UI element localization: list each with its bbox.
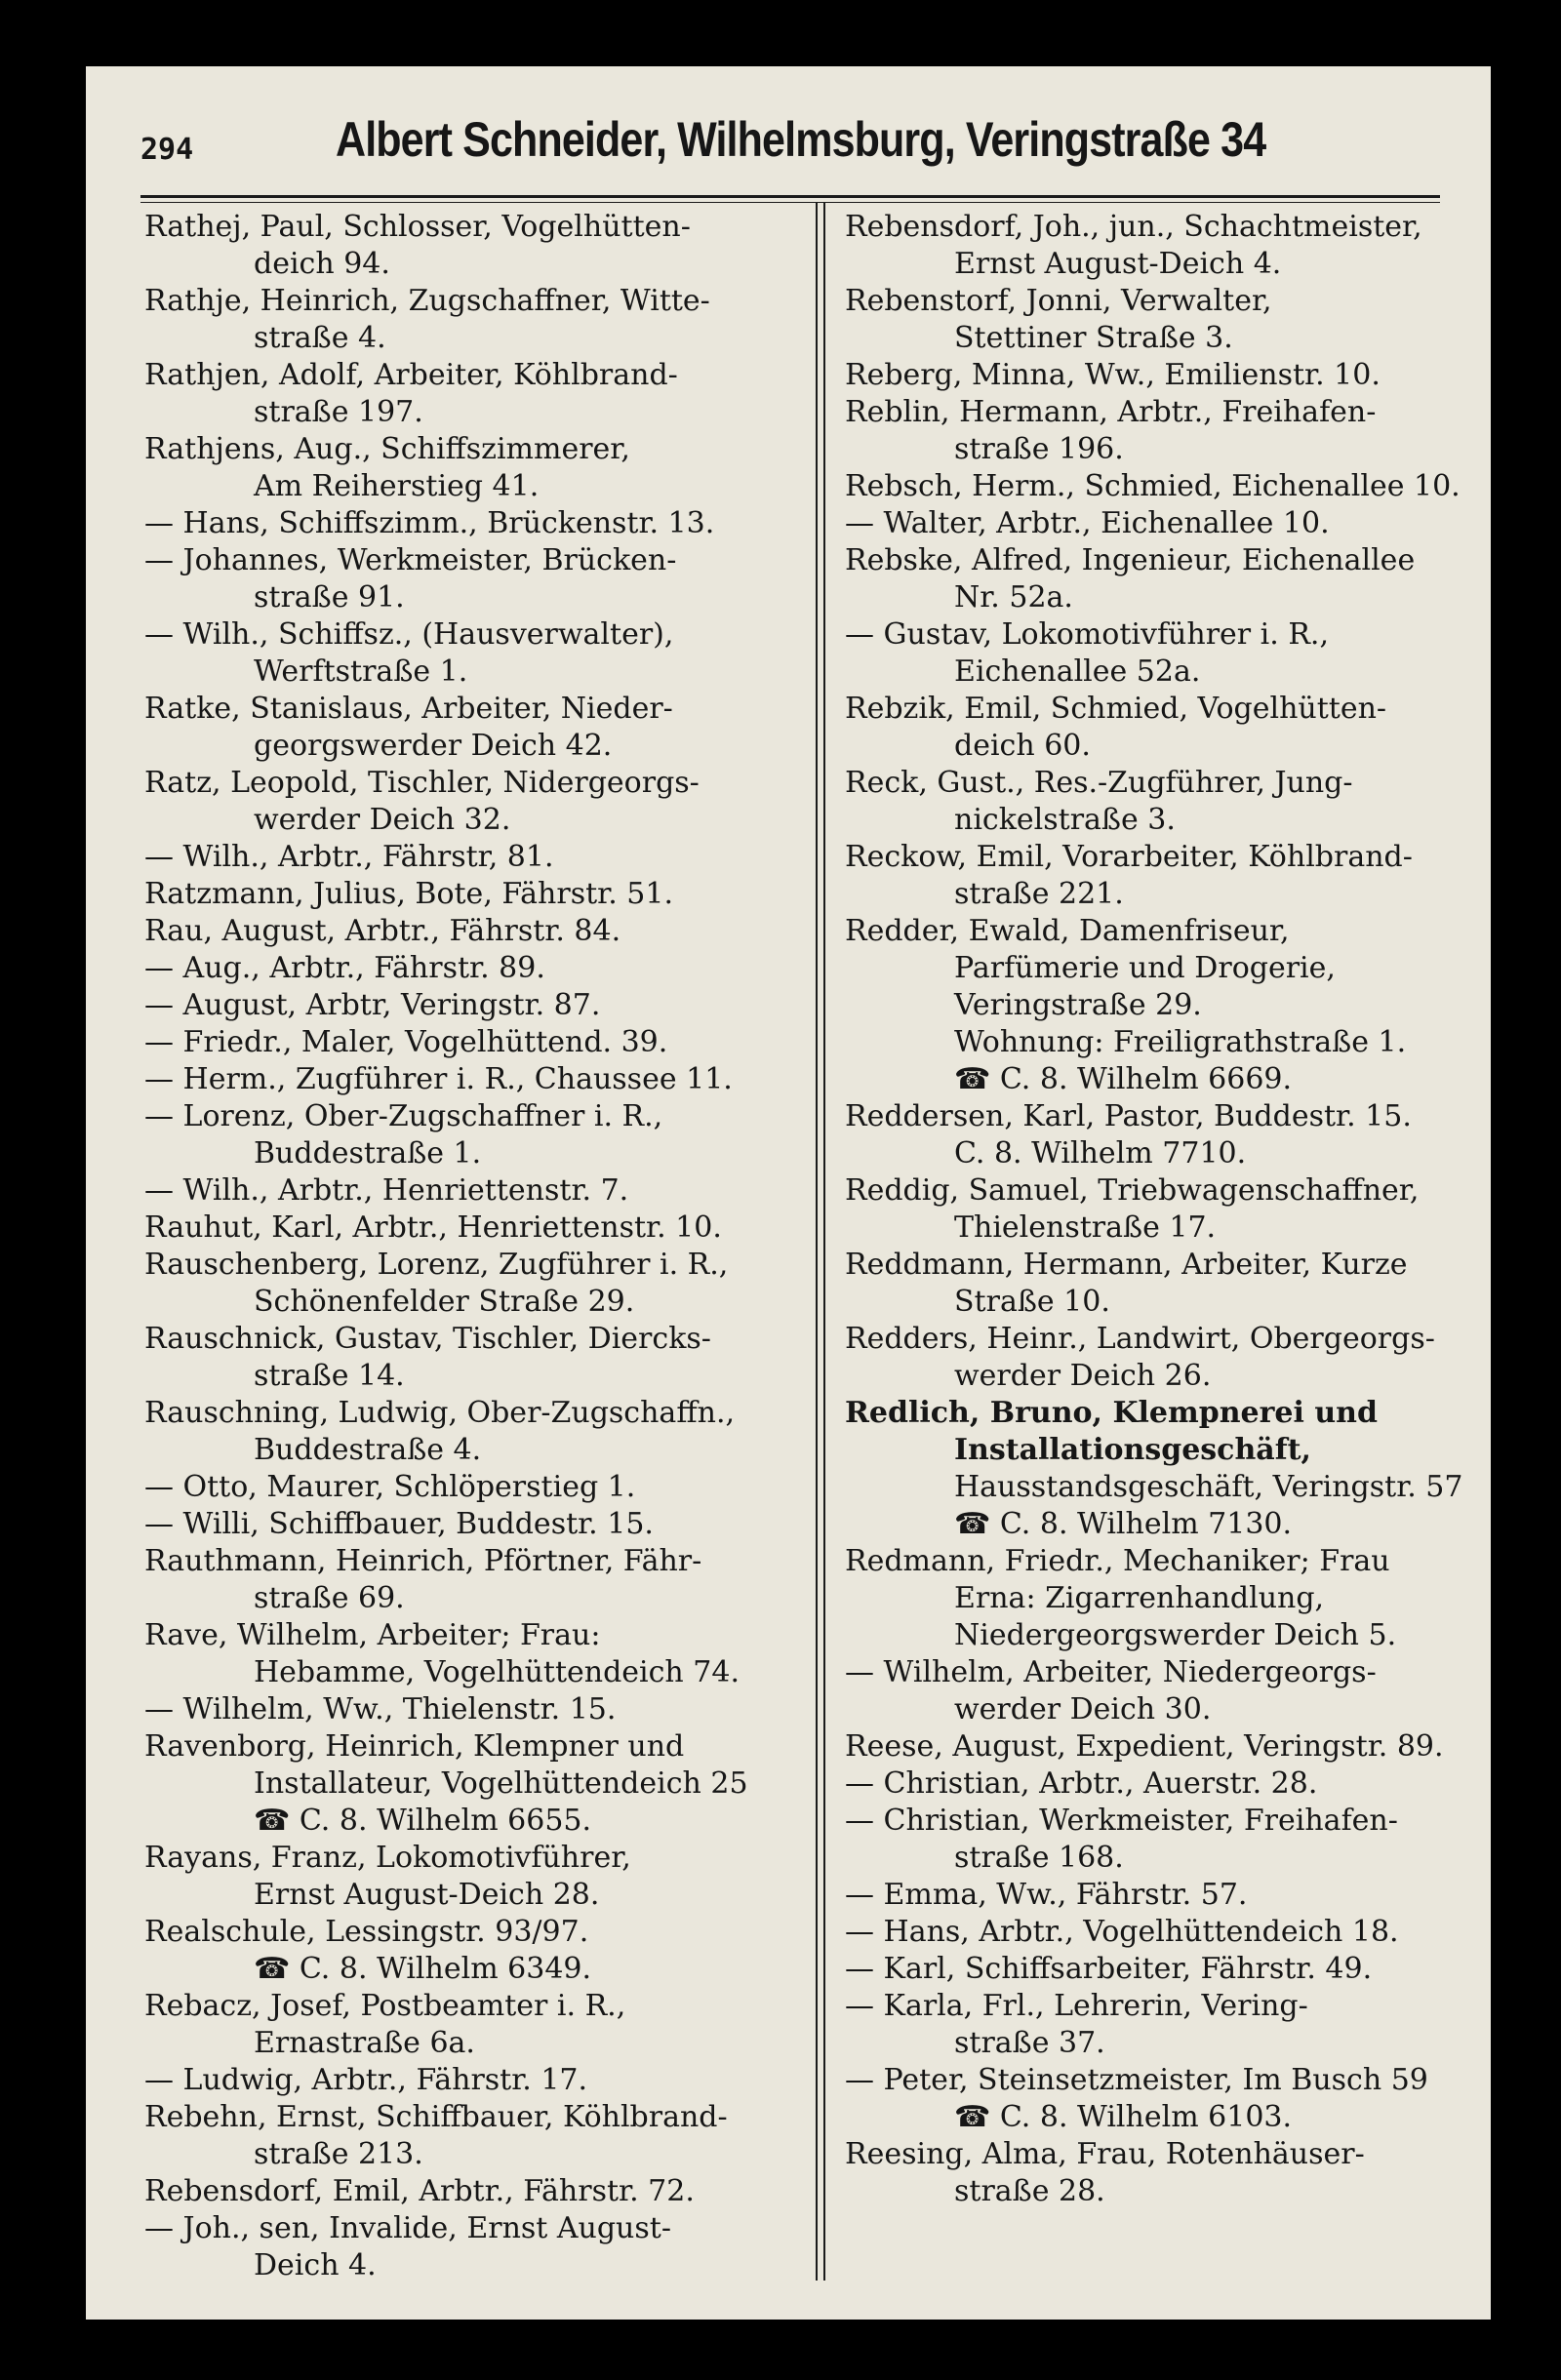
- directory-entry: [845, 616, 1442, 691]
- entry-line: — Johannes, Werkmeister, Brücken-: [144, 543, 677, 577]
- page-title: Albert Schneider, Wilhelmsburg, Veringstraße 34: [336, 112, 1266, 167]
- entry-continuation: Stettiner Straße 3.: [954, 321, 1233, 355]
- directory-entry: [845, 1172, 1442, 1247]
- directory-entry: [144, 765, 853, 839]
- entry-continuation: Parfümerie und Drogerie,: [954, 951, 1336, 985]
- right-column: [845, 209, 1463, 2210]
- directory-entry: [845, 1988, 1442, 2062]
- directory-entry: [144, 542, 853, 616]
- entry-line: Ratke, Stanislaus, Arbeiter, Nieder-: [144, 692, 673, 726]
- entry-line: Rebsch, Herm., Schmied, Eichenallee 10.: [845, 469, 1461, 503]
- entry-line: Rathje, Heinrich, Zugschaffner, Witte-: [144, 284, 710, 318]
- entry-line: Reberg, Minna, Ww., Emilienstr. 10.: [845, 358, 1381, 392]
- directory-entry: [144, 691, 853, 765]
- entry-line: — Wilh., Arbtr., Henriettenstr. 7.: [144, 1173, 629, 1208]
- entry-continuation: werder Deich 26.: [954, 1359, 1212, 1393]
- entry-continuation: ☎ C. 8. Wilhelm 6349.: [254, 1952, 592, 1986]
- entry-line: — Christian, Werkmeister, Freihafen-: [845, 1804, 1398, 1838]
- directory-entry: [144, 1210, 853, 1247]
- entry-continuation: straße 69.: [254, 1581, 405, 1615]
- entry-line: Ravenborg, Heinrich, Klempner und: [144, 1729, 685, 1764]
- directory-entry: [144, 876, 853, 913]
- entry-continuation: Ernastraße 6a.: [254, 2026, 475, 2060]
- entry-line: Rebenstorf, Jonni, Verwalter,: [845, 284, 1272, 318]
- directory-entry: [144, 1840, 853, 1914]
- directory-entry: [144, 1061, 853, 1098]
- directory-entry: [845, 765, 1442, 839]
- directory-entry: [144, 1691, 853, 1728]
- entry-continuation: ☎ C. 8. Wilhelm 6669.: [954, 1062, 1293, 1096]
- entry-continuation: Veringstraße 29.: [954, 988, 1202, 1022]
- entry-line: Reesing, Alma, Frau, Rotenhäuser-: [845, 2137, 1365, 2171]
- directory-entry: [845, 1395, 1463, 1543]
- header-rule: [140, 195, 1440, 198]
- entry-continuation: Niedergeorgswerder Deich 5.: [954, 1618, 1397, 1652]
- entry-line: Reckow, Emil, Vorarbeiter, Köhlbrand-: [845, 840, 1413, 874]
- directory-entry: [845, 542, 1442, 616]
- directory-entry: [144, 1469, 853, 1506]
- entry-continuation: Buddestraße 1.: [254, 1136, 482, 1170]
- entry-line: Rauhut, Karl, Arbtr., Henriettenstr. 10.: [144, 1210, 722, 1245]
- entry-continuation: Schönenfelder Straße 29.: [254, 1285, 635, 1319]
- entry-continuation: straße 213.: [254, 2137, 423, 2171]
- entry-continuation: Ernst August-Deich 4.: [954, 247, 1282, 281]
- entry-line: — Karla, Frl., Lehrerin, Vering-: [845, 1989, 1308, 2023]
- entry-continuation: Installateur, Vogelhüttendeich 25: [254, 1766, 748, 1801]
- header-rule-thin: [140, 202, 1440, 203]
- entry-continuation: Werftstraße 1.: [254, 654, 468, 689]
- entry-line: — Peter, Steinsetzmeister, Im Busch 59: [845, 2063, 1428, 2097]
- entry-continuation: georgswerder Deich 42.: [254, 729, 613, 763]
- page-number: 294: [140, 133, 194, 167]
- entry-line: Redders, Heinr., Landwirt, Obergeorgs-: [845, 1322, 1435, 1356]
- directory-entry: [144, 1098, 853, 1172]
- directory-entry: [144, 950, 853, 987]
- entry-continuation: straße 37.: [954, 2026, 1105, 2060]
- directory-entry: [144, 839, 853, 876]
- entry-continuation: Nr. 52a.: [954, 580, 1073, 615]
- entry-line: Rebensdorf, Emil, Arbtr., Fährstr. 72.: [144, 2174, 695, 2208]
- entry-line: — Gustav, Lokomotivführer i. R.,: [845, 617, 1329, 652]
- entry-line: Rebensdorf, Joh., jun., Schachtmeister,: [845, 210, 1422, 244]
- entry-line: — Lorenz, Ober-Zugschaffner i. R.,: [144, 1099, 663, 1133]
- entry-continuation: straße 14.: [254, 1359, 405, 1393]
- entry-line: Rauschenberg, Lorenz, Zugführer i. R.,: [144, 1248, 729, 1282]
- directory-entry: [144, 1914, 853, 1988]
- directory-entry: [144, 2173, 853, 2210]
- entry-continuation: Am Reiherstieg 41.: [254, 469, 540, 503]
- directory-entry: [845, 1098, 1442, 1172]
- directory-entry: [845, 357, 1442, 394]
- entry-continuation: deich 94.: [254, 247, 390, 281]
- directory-entry: [144, 1728, 853, 1840]
- entry-line: — Wilhelm, Ww., Thielenstr. 15.: [144, 1692, 617, 1726]
- entry-continuation: Wohnung: Freiligrathstraße 1.: [954, 1025, 1407, 1059]
- entry-line: — Wilhelm, Arbeiter, Niedergeorgs-: [845, 1655, 1377, 1689]
- entry-continuation: Erna: Zigarrenhandlung,: [954, 1581, 1325, 1615]
- entry-line: Rathjens, Aug., Schiffszimmerer,: [144, 432, 630, 466]
- entry-continuation: Straße 10.: [954, 1285, 1110, 1319]
- directory-entry: [845, 2136, 1442, 2210]
- entry-continuation: deich 60.: [954, 729, 1091, 763]
- left-column: [144, 209, 853, 2284]
- entry-line: Reddig, Samuel, Triebwagenschaffner,: [845, 1173, 1420, 1208]
- directory-entry: [845, 913, 1442, 1098]
- directory-entry: [144, 1024, 853, 1061]
- entry-continuation: Thielenstraße 17.: [954, 1210, 1217, 1245]
- entry-line: Redmann, Friedr., Mechaniker; Frau: [845, 1544, 1390, 1578]
- directory-entry: [144, 357, 853, 431]
- entry-line: Rau, August, Arbtr., Fährstr. 84.: [144, 914, 621, 948]
- directory-entry: [144, 431, 853, 505]
- entry-line: Reddersen, Karl, Pastor, Buddestr. 15.: [845, 1099, 1412, 1133]
- entry-continuation: Hausstandsgeschäft, Veringstr. 57: [954, 1470, 1463, 1504]
- directory-page: [86, 66, 1491, 2320]
- directory-entry: [144, 616, 853, 691]
- entry-line: — Walter, Arbtr., Eichenallee 10.: [845, 506, 1330, 540]
- entry-continuation: straße 196.: [954, 432, 1124, 466]
- entry-continuation: werder Deich 30.: [954, 1692, 1212, 1726]
- entry-line: — Aug., Arbtr., Fährstr. 89.: [144, 951, 545, 985]
- directory-entry: [845, 1543, 1442, 1654]
- entry-continuation: straße 28.: [954, 2174, 1105, 2208]
- entry-continuation: Installationsgeschäft,: [954, 1433, 1311, 1467]
- directory-entry: [845, 1765, 1442, 1803]
- directory-entry: [845, 839, 1442, 913]
- directory-entry: [144, 1617, 853, 1691]
- entry-line: — Hans, Arbtr., Vogelhüttendeich 18.: [845, 1915, 1399, 1949]
- entry-line: — Herm., Zugführer i. R., Chaussee 11.: [144, 1062, 733, 1096]
- directory-entry: [845, 1877, 1442, 1914]
- directory-entry: [144, 1395, 853, 1469]
- directory-entry: [845, 505, 1442, 542]
- directory-entry: [144, 505, 853, 542]
- directory-entry: [144, 987, 853, 1024]
- entry-line: Rauschnick, Gustav, Tischler, Diercks-: [144, 1322, 711, 1356]
- entry-continuation: Buddestraße 4.: [254, 1433, 482, 1467]
- entry-line: Reese, August, Expedient, Veringstr. 89.: [845, 1729, 1444, 1764]
- entry-line: Redlich, Bruno, Klempnerei und: [845, 1396, 1378, 1430]
- directory-entry: [144, 1172, 853, 1210]
- entry-line: Rathej, Paul, Schlosser, Vogelhütten-: [144, 210, 691, 244]
- entry-line: Rebehn, Ernst, Schiffbauer, Köhlbrand-: [144, 2100, 728, 2134]
- entry-continuation: Hebamme, Vogelhüttendeich 74.: [254, 1655, 740, 1689]
- entry-line: Reddmann, Hermann, Arbeiter, Kurze: [845, 1248, 1408, 1282]
- entry-continuation: werder Deich 32.: [254, 803, 511, 837]
- entry-continuation: Ernst August-Deich 28.: [254, 1878, 600, 1912]
- directory-entry: [845, 1247, 1442, 1321]
- entry-line: Rauschning, Ludwig, Ober-Zugschaffn.,: [144, 1396, 736, 1430]
- directory-entry: [144, 1321, 853, 1395]
- entry-line: Redder, Ewald, Damenfriseur,: [845, 914, 1290, 948]
- directory-entry: [845, 691, 1442, 765]
- entry-continuation: straße 91.: [254, 580, 405, 615]
- entry-continuation: straße 197.: [254, 395, 423, 429]
- entry-line: Rauthmann, Heinrich, Pförtner, Fähr-: [144, 1544, 702, 1578]
- directory-entry: [845, 1803, 1442, 1877]
- directory-entry: [845, 1654, 1442, 1728]
- entry-line: — Emma, Ww., Fährstr. 57.: [845, 1878, 1248, 1912]
- directory-entry: [845, 209, 1442, 283]
- entry-line: — Willi, Schiffbauer, Buddestr. 15.: [144, 1507, 654, 1541]
- entry-line: Realschule, Lessingstr. 93/97.: [144, 1915, 589, 1949]
- entry-line: Rave, Wilhelm, Arbeiter; Frau:: [144, 1618, 601, 1652]
- entry-line: — Wilh., Arbtr., Fährstr, 81.: [144, 840, 554, 874]
- directory-entry: [144, 1988, 853, 2062]
- directory-entry: [845, 1321, 1442, 1395]
- directory-entry: [144, 1543, 853, 1617]
- directory-entry: [144, 2210, 853, 2284]
- entry-line: — Joh., sen, Invalide, Ernst August-: [144, 2211, 671, 2245]
- entry-line: — Ludwig, Arbtr., Fährstr. 17.: [144, 2063, 588, 2097]
- entry-continuation: nickelstraße 3.: [954, 803, 1176, 837]
- entry-line: Ratzmann, Julius, Bote, Fährstr. 51.: [144, 877, 673, 911]
- entry-line: — Hans, Schiffszimm., Brückenstr. 13.: [144, 506, 715, 540]
- directory-entry: [144, 2099, 853, 2173]
- entry-line: Rebacz, Josef, Postbeamter i. R.,: [144, 1989, 626, 2023]
- entry-continuation: straße 221.: [954, 877, 1124, 911]
- directory-entry: [144, 283, 853, 357]
- entry-continuation: Eichenallee 52a.: [954, 654, 1201, 689]
- entry-line: — Wilh., Schiffsz., (Hausverwalter),: [144, 617, 674, 652]
- entry-continuation: C. 8. Wilhelm 7710.: [954, 1136, 1247, 1170]
- directory-entry: [144, 1506, 853, 1543]
- entry-continuation: Deich 4.: [254, 2248, 377, 2282]
- entry-line: Rebske, Alfred, Ingenieur, Eichenallee: [845, 543, 1416, 577]
- directory-entry: [845, 468, 1461, 505]
- entry-line: Rebzik, Emil, Schmied, Vogelhütten-: [845, 692, 1387, 726]
- directory-entry: [845, 1728, 1442, 1765]
- entry-line: Reck, Gust., Res.-Zugführer, Jung-: [845, 766, 1353, 800]
- entry-line: Rathjen, Adolf, Arbeiter, Köhlbrand-: [144, 358, 678, 392]
- page-header: [140, 96, 1438, 185]
- entry-line: — Karl, Schiffsarbeiter, Fährstr. 49.: [845, 1952, 1373, 1986]
- entry-continuation: ☎ C. 8. Wilhelm 6655.: [254, 1804, 592, 1838]
- directory-entry: [144, 209, 853, 283]
- entry-line: — Christian, Arbtr., Auerstr. 28.: [845, 1766, 1318, 1801]
- directory-entry: [845, 1951, 1442, 1988]
- entry-line: — August, Arbtr, Veringstr. 87.: [144, 988, 601, 1022]
- entry-line: Ratz, Leopold, Tischler, Nidergeorgs-: [144, 766, 700, 800]
- entry-continuation: straße 4.: [254, 321, 386, 355]
- entry-continuation: ☎ C. 8. Wilhelm 6103.: [954, 2100, 1293, 2134]
- entry-continuation: straße 168.: [954, 1841, 1124, 1875]
- entry-line: — Friedr., Maler, Vogelhüttend. 39.: [144, 1025, 668, 1059]
- directory-entry: [845, 283, 1442, 357]
- entry-line: Reblin, Hermann, Arbtr., Freihafen-: [845, 395, 1377, 429]
- directory-entry: [845, 1914, 1442, 1951]
- directory-entry: [845, 2062, 1442, 2136]
- entry-continuation: ☎ C. 8. Wilhelm 7130.: [954, 1507, 1293, 1541]
- directory-entry: [144, 913, 853, 950]
- entry-line: Rayans, Franz, Lokomotivführer,: [144, 1841, 631, 1875]
- entry-line: — Otto, Maurer, Schlöperstieg 1.: [144, 1470, 636, 1504]
- directory-entry: [144, 2062, 853, 2099]
- directory-entry: [845, 394, 1442, 468]
- directory-entry: [144, 1247, 853, 1321]
